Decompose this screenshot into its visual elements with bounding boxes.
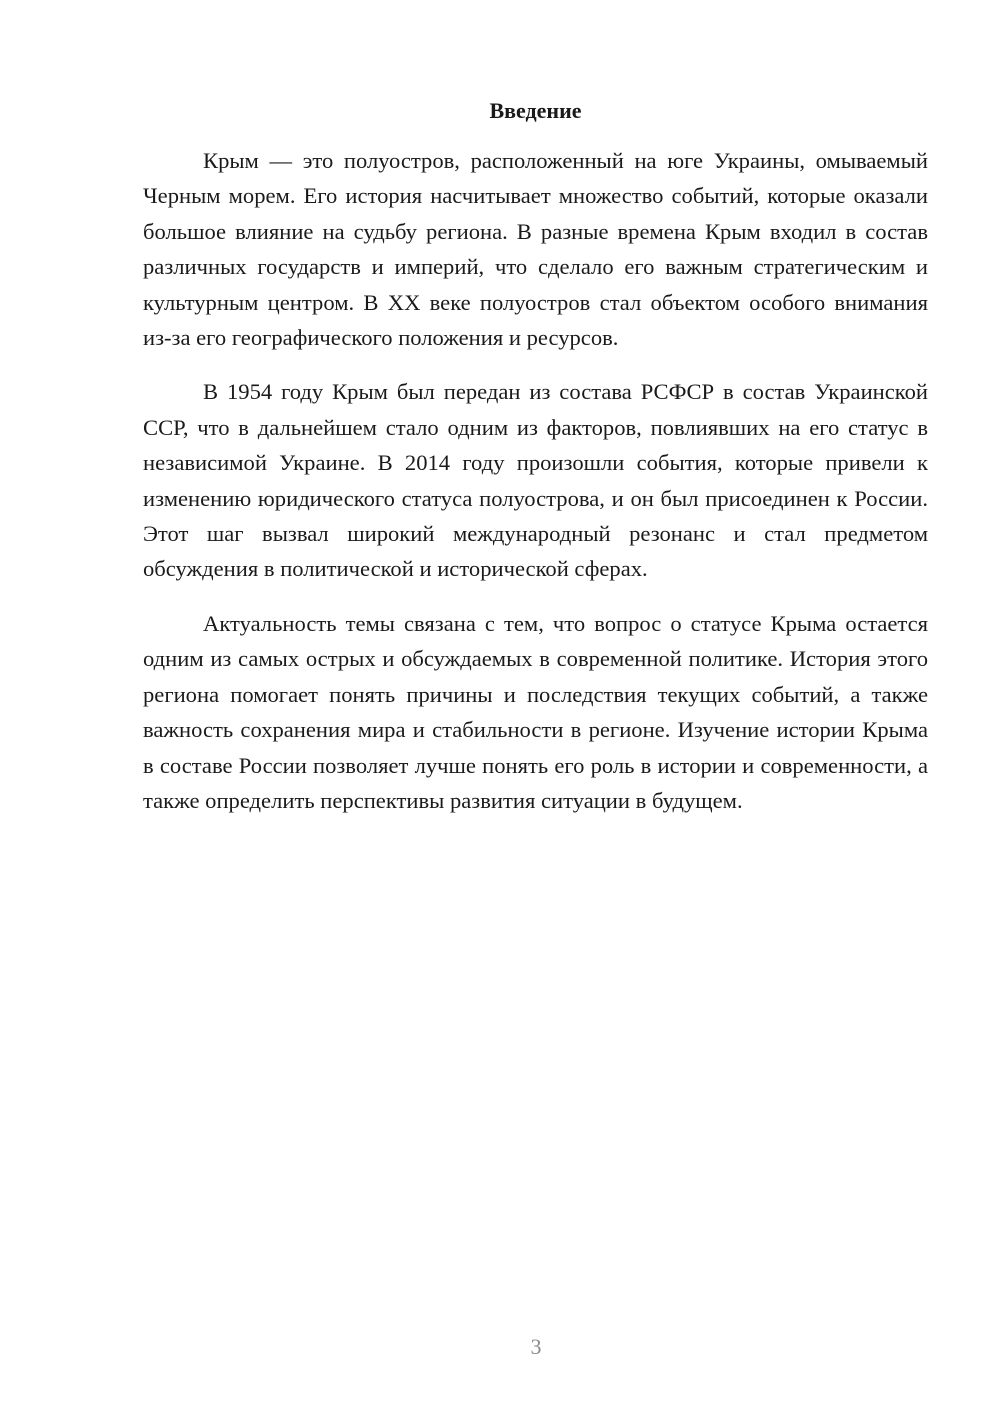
paragraph-1: Крым — это полуостров, расположенный на юге Украины, омываемый Черным морем. Его история насчитывает множество событий, которые оказали большое влияние на судьбу региона. В разные времена Крым входил в состав различных государств и империй, что сделало его важным стратегическим и культурным центром. В XX веке полуостров стал объектом особого внимания из-за его географического положения и ресурсов. xyxy=(143,148,928,351)
paragraph-2: В 1954 году Крым был передан из состава РСФСР в состав Украинской ССР, что в дальнейшем стало одним из факторов, повлиявших на его статус в независимой Украине. В 2014 году произошли события, которые привели к изменению юридического статуса полуострова, и он был присоединен к России. Этот шаг вызвал широкий международный резонанс и стал предметом обсуждения в политической и исторической сферах. xyxy=(143,379,928,582)
document-body xyxy=(143,98,928,837)
page-number: 3 xyxy=(530,1334,542,1359)
section-heading: Введение xyxy=(489,98,582,123)
paragraph-3: Актуальность темы связана с тем, что вопрос о статусе Крыма остается одним из самых острых и обсуждаемых в современной политике. История этого региона помогает понять причины и последствия текущих событий, а также важность сохранения мира и стабильности в регионе. Изучение истории Крыма в составе России позволяет лучше понять его роль в истории и современности, а также определить перспективы развития ситуации в будущем. xyxy=(143,610,928,813)
